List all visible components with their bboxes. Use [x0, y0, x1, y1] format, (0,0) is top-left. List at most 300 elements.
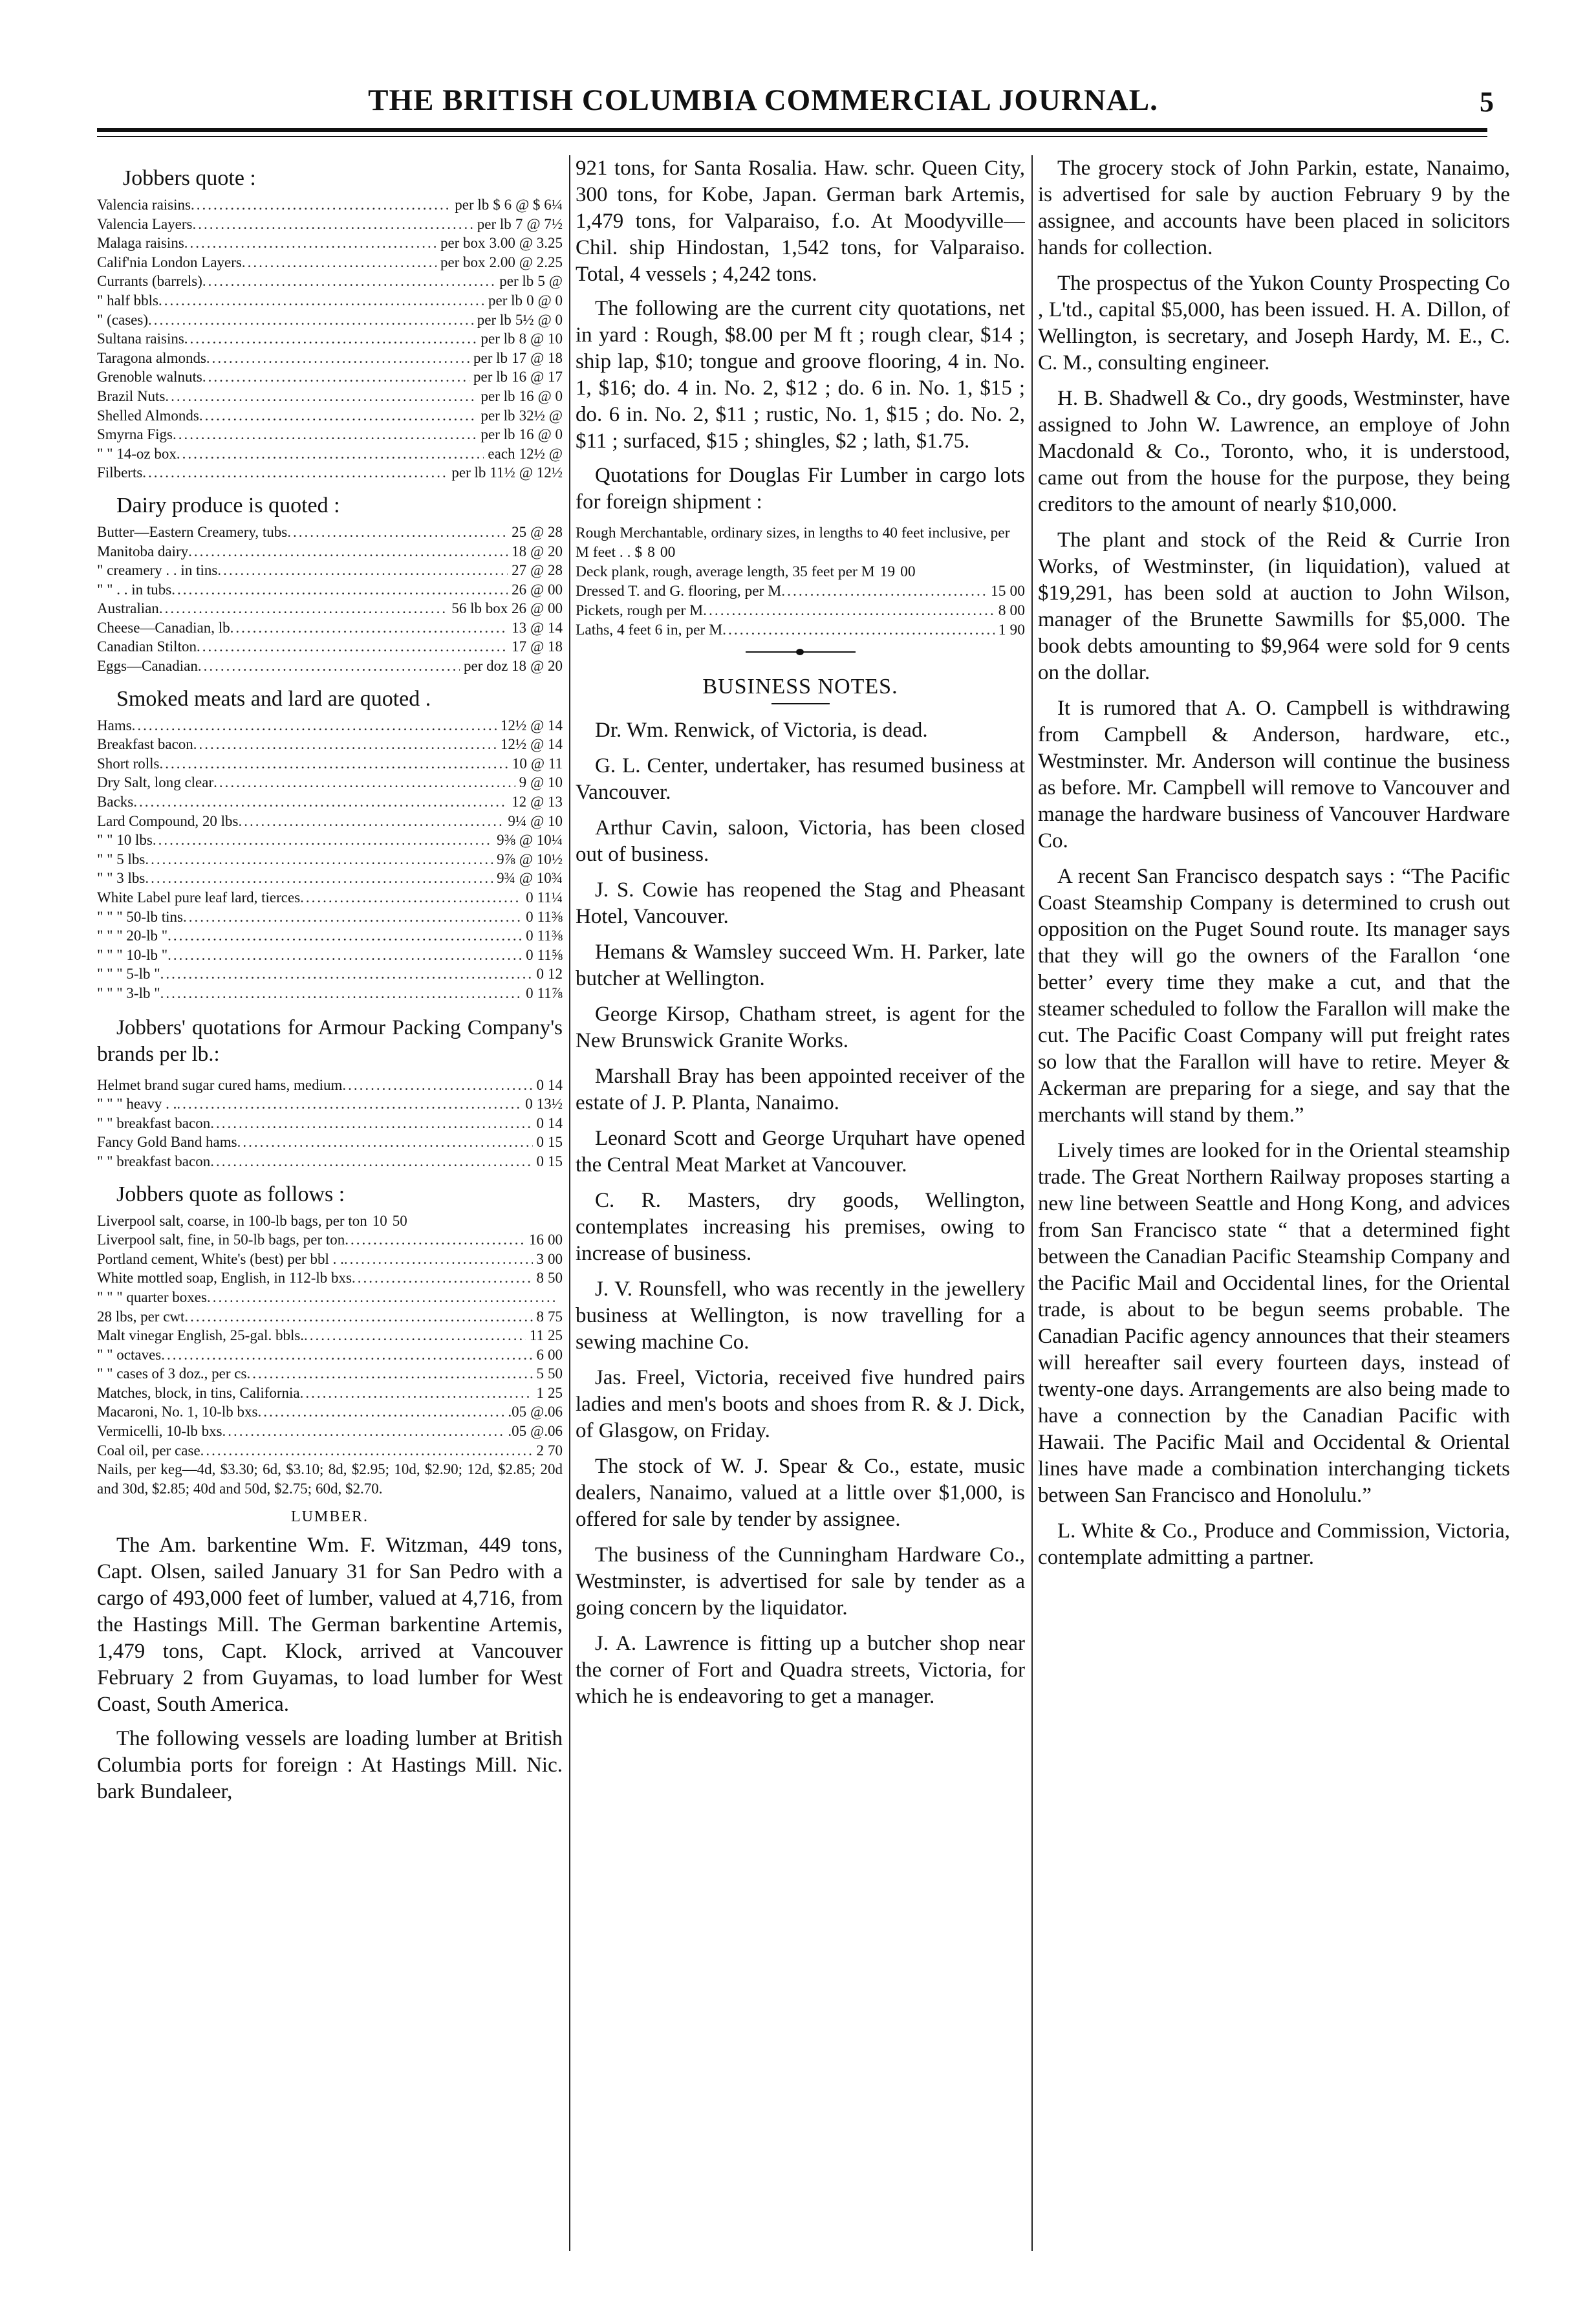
item-label: " (cases) [97, 311, 148, 328]
price-low: 6 [536, 1346, 544, 1363]
price-row [97, 907, 563, 927]
item-label: Brazil Nuts [97, 387, 166, 404]
leader-dots [722, 620, 995, 640]
leader-dots [148, 310, 473, 330]
price-row [97, 599, 563, 618]
business-note: The business of the Cunningham Hardware Co., Westminster, is advertised for sale by tender as a going concern by the liquidator. [576, 1543, 1025, 1620]
price-row [97, 1152, 563, 1171]
price-high: 13½ [536, 1096, 563, 1113]
price-low: 8 [998, 602, 1006, 619]
price-row [97, 1384, 563, 1403]
price-low: 12 [512, 794, 527, 810]
douglas-fir-table [576, 523, 1025, 640]
price-row [576, 523, 1025, 562]
leader-dots [188, 542, 508, 561]
price-high: 00 [1009, 583, 1025, 600]
price-row [97, 561, 563, 580]
price-low: 0 [536, 1076, 544, 1093]
price-row [97, 367, 563, 387]
item-label: Filberts [97, 464, 143, 481]
item-label: " " 10 lbs [97, 832, 153, 849]
price-row [97, 1402, 563, 1422]
leader-dots [237, 1133, 533, 1152]
leader-dots [352, 1268, 533, 1288]
price-row [97, 233, 563, 253]
price-high: @ 13 [530, 794, 563, 810]
leader-dots [344, 1250, 533, 1269]
price-row [97, 1288, 563, 1307]
price-low: 0 [526, 928, 534, 944]
item-unit: per box [440, 254, 486, 270]
price-high: @ 20 [530, 543, 563, 559]
price-high: 00 [548, 1346, 563, 1363]
price-low: 26 [512, 581, 527, 598]
leader-dots [703, 601, 995, 620]
item-label: Eggs—Canadian [97, 658, 198, 675]
price-low: 56 lb box 26 [451, 600, 527, 617]
leader-dots [145, 869, 493, 888]
price-row [97, 792, 563, 812]
price-high: @ 20 [530, 658, 563, 675]
price-low: 15 [991, 583, 1006, 600]
dairy-table [97, 523, 563, 676]
price-low: 8 [536, 1308, 544, 1325]
leader-dots [210, 1152, 532, 1171]
left-column [97, 155, 563, 2251]
price-high: 12 [548, 966, 563, 983]
business-note: Jas. Freel, Victoria, received five hundred pairs ladies and men's boots and shoes from R. & J. Dick, of Glasgow, on Friday. [576, 1366, 1025, 1442]
price-row [97, 812, 563, 831]
header-rule-thick [97, 128, 1487, 132]
price-low: 8 [647, 544, 655, 561]
column-divider-2 [1031, 155, 1033, 2251]
price-high: 25 [548, 1327, 563, 1344]
price-high: @ $ 6¼ [515, 197, 563, 213]
business-note: J. A. Lawrence is fitting up a butcher shop near the corner of Fort and Quadra streets, Victoria, for which he is endeavoring to get a manager. [576, 1632, 1025, 1708]
price-high: @ 10¼ [519, 832, 563, 849]
item-label: " " 14-oz box [97, 445, 177, 462]
leader-dots [159, 599, 448, 618]
dried-fruits-table [97, 195, 563, 483]
item-label: Taragona almonds [97, 349, 206, 366]
price-low: 5½ [515, 311, 534, 328]
leader-dots [132, 716, 497, 735]
price-high: @ [548, 445, 563, 462]
price-high: @ 12½ [519, 464, 563, 481]
price-row [97, 523, 563, 542]
price-low: 3.00 [489, 235, 515, 252]
header-rule-thin [97, 136, 1487, 137]
lumber-quotations-text [576, 155, 1025, 516]
leader-dots [287, 523, 508, 542]
price-low: 11½ [490, 464, 515, 481]
price-row [97, 444, 563, 464]
column-divider-1 [569, 155, 570, 2251]
price-low: 2 [536, 1442, 544, 1459]
item-label: Pickets, rough per M [576, 602, 704, 619]
price-low: 10 [512, 755, 527, 772]
price-low: .05 [508, 1404, 527, 1420]
leader-dots [217, 561, 508, 580]
business-note: G. L. Center, undertaker, has resumed business at Vancouver. [576, 754, 1025, 804]
leader-dots [177, 444, 484, 464]
middle-column [576, 155, 1025, 2251]
lumber-paragraph: Quotations for Douglas Fir Lumber in cargo lots for foreign shipment : [576, 464, 1025, 514]
price-row [97, 773, 563, 792]
nails-prices: Nails, per keg—4d, $3.30; 6d, $3.10; 8d, $2.95; 10d, $2.90; 12d, $2.85; 20d and 30d, $2.85; 40d and 50d, $2.75; 60d, $2.70. [97, 1461, 563, 1497]
price-row [97, 716, 563, 735]
price-high: 15 [548, 1153, 563, 1169]
item-label: Laths, 4 feet 6 in, per M [576, 622, 723, 638]
price-high: @ 18 [530, 638, 563, 655]
price-high: 11¼ [537, 889, 563, 906]
business-note: Lively times are looked for in the Oriental steamship trade. The Great Northern Railway proposes starting a new line between Seattle and Hong Kong, and advices from San Francisco state “ that a determined fight between the Canadian Pacific Steamship Company and the Pacific Mail and Occidental lines, for the Oriental trade, is about to be begun seems probable. The Canadian Pacific agency announces that their steamers will hereafter sail every fourteen days, instead of twenty-one days. Arrangements are also being made to have a connection by the Canadian Pacific with Hawaii. The Pacific Mail and Occidental & Oriental lines have made a combination interchanging tickets between San Francisco and Honolulu.” [1038, 1139, 1510, 1507]
price-high: 11⅜ [537, 928, 563, 944]
leader-dots [167, 946, 522, 965]
price-row [97, 946, 563, 965]
item-unit: per lb [473, 369, 508, 386]
price-high: @.06 [530, 1423, 563, 1440]
price-row [97, 657, 563, 676]
price-high: @ 14 [530, 717, 563, 733]
price-row [97, 253, 563, 272]
item-label: " half bbls [97, 292, 158, 309]
item-label: Malaga raisins [97, 235, 184, 252]
item-label: Canadian Stilton [97, 638, 197, 655]
price-low: 0 [526, 946, 534, 963]
leader-dots [142, 463, 448, 483]
leader-dots [200, 1441, 533, 1461]
dairy-heading: Dairy produce is quoted : [116, 493, 340, 517]
price-high: @ 14 [530, 736, 563, 753]
item-label: " " . . in tubs [97, 581, 172, 598]
price-high: @ 28 [530, 523, 563, 540]
price-high: @ 7½ [526, 215, 563, 232]
jobbers-follows-heading: Jobbers quote as follows : [116, 1182, 345, 1206]
leader-dots [207, 1288, 555, 1307]
leader-dots [191, 195, 451, 215]
lumber-paragraph: The following vessels are loading lumber at British Columbia ports for foreign : At Hastings Mill. Nic. bark Bundaleer, [97, 1727, 563, 1804]
leader-dots [304, 1326, 526, 1345]
lumber-paragraphs [97, 1532, 563, 1805]
price-row [576, 601, 1025, 620]
business-note: The grocery stock of John Parkin, estate, Nanaimo, is advertised for sale by auction February 9 by the assignee, and accounts have been placed in solicitors hands for collection. [1038, 157, 1510, 259]
price-row [576, 620, 1025, 640]
journal-title: THE BRITISH COLUMBIA COMMERCIAL JOURNAL. [368, 83, 1158, 117]
item-label: Shelled Almonds [97, 407, 199, 424]
item-unit: per lb [451, 464, 486, 481]
item-label: Liverpool salt, fine, in 50-lb bags, per ton [97, 1232, 345, 1248]
price-low: 1 [998, 622, 1006, 638]
business-note: It is rumored that A. O. Campbell is withdrawing from Campbell & Anderson, hardware, etc., Westminster. Mr. Anderson will continue the business as before. Mr. Campbell will remove to Vancouver and manage the hardware business of Vancouver Hardware Co. [1038, 697, 1510, 852]
price-high: 50 [392, 1212, 407, 1229]
price-high: 00 [548, 1250, 563, 1267]
leader-dots [184, 1307, 532, 1327]
item-label: 28 lbs, per cwt [97, 1308, 185, 1325]
item-label: Malt vinegar English, 25-gal. bbls. [97, 1327, 305, 1344]
price-low: $ 6 [493, 197, 512, 213]
item-unit: per lb [480, 426, 515, 443]
business-note: The plant and stock of the Reid & Currie Iron Works, of Westminster, (in liquidation), valued at $19,291, has been sold at auction to John Wilson, manager of the Brunette Sawmills for $5,000. The book debts amounting to $9,964 were sold for 9 cents on the dollar. [1038, 528, 1510, 684]
price-high: @ 17 [530, 369, 563, 386]
item-label: " " 5 lbs [97, 851, 146, 867]
price-row [97, 1307, 563, 1327]
price-low: 0 [526, 889, 534, 906]
business-note: The stock of W. J. Spear & Co., estate, music dealers, Nanaimo, valued at a little over $1,000, is offered for sale by tender by assignee. [576, 1455, 1025, 1531]
price-low: 13 [512, 619, 527, 636]
price-high: 25 [548, 1384, 563, 1401]
price-high: @ 10 [530, 331, 563, 347]
leader-dots [183, 907, 522, 927]
leader-dots [246, 1364, 532, 1384]
item-label: White Label pure leaf lard, tierces [97, 889, 301, 906]
item-label: Portland cement, White's (best) per bbl . . [97, 1250, 344, 1267]
item-label: Sultana raisins [97, 331, 184, 347]
item-label: Australian [97, 600, 159, 617]
price-low: 9¼ [508, 812, 527, 829]
price-row [97, 1230, 563, 1250]
price-low: 9¾ [497, 870, 515, 887]
price-high: 14 [548, 1114, 563, 1131]
item-label: White mottled soap, English, in 112-lb bxs [97, 1270, 352, 1287]
item-label: Grenoble walnuts [97, 369, 202, 386]
item-label: Currants (barrels) [97, 273, 202, 290]
price-low: 0 [536, 1134, 544, 1151]
price-row [97, 1094, 563, 1114]
smoked-meats-heading: Smoked meats and lard are quoted . [116, 686, 431, 711]
price-row [97, 542, 563, 561]
leader-dots [300, 888, 522, 907]
price-high: @ 2.25 [519, 254, 563, 270]
price-high: 50 [548, 1270, 563, 1287]
price-low: 0 [536, 966, 544, 983]
item-unit: per lb [488, 292, 523, 309]
price-high: @ 28 [530, 562, 563, 579]
price-high: @ 0 [537, 387, 563, 404]
item-unit: per box [440, 235, 486, 252]
leader-dots [210, 1114, 532, 1133]
price-row [97, 984, 563, 1003]
item-label: " " " 3-lb " [97, 984, 160, 1001]
item-label: Coal oil, per case [97, 1442, 200, 1459]
price-row [97, 387, 563, 406]
price-low: 2.00 [489, 254, 515, 270]
business-note: L. White & Co., Produce and Commission, Victoria, contemplate admitting a partner. [1038, 1519, 1510, 1569]
business-note: A recent San Francisco despatch says : “The Pacific Coast Steamship Company is determined to crush out opposition on the Puget Sound route. Its manager says that they will go the owners of the Farallon ‘one better’ every time they make a cut, and that the steamer scheduled to follow the Farallon will make the cut. The Pacific Coast Company will put freight rates so low that the Farallon will have to retire. Meyer & Ackerman are preparing for a siege, and say that the merchants will stand by them.” [1038, 865, 1510, 1127]
item-label: " " " 20-lb " [97, 928, 168, 944]
page-number: 5 [1480, 86, 1494, 118]
leader-dots [165, 387, 477, 406]
price-low: 8 [536, 1270, 544, 1287]
item-unit: per lb [477, 215, 512, 232]
price-high: @ 00 [530, 600, 563, 617]
price-low: 0 [526, 292, 534, 309]
item-unit: per lb [480, 387, 515, 404]
armour-table [97, 1076, 563, 1171]
price-row [97, 580, 563, 600]
price-row [576, 581, 1025, 601]
price-row [97, 964, 563, 984]
price-high: @ 10 [530, 812, 563, 829]
item-label: Macaroni, No. 1, 10-lb bxs [97, 1404, 258, 1420]
leader-dots [167, 926, 522, 946]
leader-dots [159, 754, 508, 774]
item-label: Hams [97, 717, 132, 733]
item-label: " " " 5-lb " [97, 966, 160, 983]
item-unit: per lb [480, 407, 515, 424]
section-separator [746, 651, 856, 653]
price-row [97, 888, 563, 907]
item-label: Valencia raisins [97, 197, 191, 213]
price-high: @.06 [530, 1404, 563, 1420]
leader-dots [199, 406, 477, 426]
item-label: " " " 10-lb " [97, 946, 168, 963]
price-low: per doz 18 [463, 658, 527, 675]
price-row [97, 195, 563, 215]
item-label: Deck plank, rough, average length, 35 feet per M [576, 563, 875, 580]
item-label: " " cases of 3 doz., per cs [97, 1365, 247, 1382]
price-low: 9⅞ [497, 851, 515, 867]
price-high: 11⅜ [537, 908, 563, 925]
leader-dots [197, 637, 508, 657]
price-high: 00 [660, 544, 676, 561]
price-high: @ [548, 407, 563, 424]
business-note: Dr. Wm. Renwick, of Victoria, is dead. [595, 719, 928, 742]
leader-dots [345, 1230, 525, 1250]
price-high: 00 [900, 563, 916, 580]
leader-dots [206, 349, 469, 368]
price-row [97, 869, 563, 888]
leader-dots [242, 253, 437, 272]
price-low: 0 [525, 1096, 533, 1113]
item-label: Dry Salt, long clear [97, 774, 214, 791]
leader-dots [133, 792, 508, 812]
item-label: Dressed T. and G. flooring, per M [576, 583, 782, 600]
item-unit: per lb [480, 331, 515, 347]
price-low: 17 [512, 349, 527, 366]
price-row [97, 1268, 563, 1288]
item-label: " " " 50-lb tins [97, 908, 183, 925]
leader-dots [781, 581, 987, 601]
item-label: " " 3 lbs [97, 870, 146, 887]
item-label: Breakfast bacon [97, 736, 193, 753]
item-label: Matches, block, in tins, California [97, 1384, 300, 1401]
price-high: 14 [548, 1076, 563, 1093]
leader-dots [160, 964, 533, 984]
price-row [97, 291, 563, 310]
leader-dots [239, 812, 504, 831]
price-high: @ 00 [530, 581, 563, 598]
price-row [97, 349, 563, 368]
heading-underline [771, 703, 830, 704]
price-low: 9 [519, 774, 527, 791]
price-low: 27 [512, 562, 527, 579]
business-note: Leonard Scott and George Urquhart have opened the Central Meat Market at Vancouver. [576, 1127, 1025, 1177]
price-row [97, 831, 563, 850]
item-label: Butter—Eastern Creamery, tubs [97, 523, 288, 540]
item-label: Cheese—Canadian, lb [97, 619, 230, 636]
price-high: @ [548, 273, 563, 290]
price-low: 25 [512, 523, 527, 540]
price-high: @ 0 [537, 426, 563, 443]
business-note: J. S. Cowie has reopened the Stag and Pheasant Hotel, Vancouver. [576, 878, 1025, 928]
leader-dots [222, 1422, 504, 1441]
price-row [576, 562, 1025, 581]
item-label: " " " quarter boxes [97, 1288, 207, 1305]
price-row [97, 1422, 563, 1441]
price-low: 7 [515, 215, 523, 232]
price-low: 0 [526, 908, 534, 925]
business-note: The prospectus of the Yukon County Prospecting Co , L'td., capital $5,000, has been issued. H. A. Dillon, of Wellington, is secretary, and Joseph Hardy, M. E., C. C. M., consulting engineer. [1038, 272, 1510, 375]
price-row [97, 1345, 563, 1365]
item-unit: per lb [499, 273, 534, 290]
price-high: @ 14 [530, 619, 563, 636]
lumber-paragraph: The Am. barkentine Wm. F. Witzman, 449 tons, Capt. Olsen, sailed January 31 for San Pedro with a cargo of 493,000 feet of lumber, valued at 4,716, from the Hastings Mill. The German barkentine Artemis, 1,479 tons, Capt. Klock, arrived at Vancouver February 2 from Guyamas, to load lumber for West Coast, South America. [97, 1534, 563, 1717]
business-notes-heading: BUSINESS NOTES. [702, 675, 898, 699]
item-label: Backs [97, 794, 134, 810]
price-high: 75 [548, 1308, 563, 1325]
leader-dots [184, 329, 477, 349]
business-note: Arthur Cavin, saloon, Victoria, has been closed out of business. [576, 816, 1025, 866]
price-low: 3 [536, 1250, 544, 1267]
item-unit: per lb [477, 311, 512, 328]
leader-dots [171, 580, 508, 600]
leader-dots [153, 831, 493, 850]
item-label: Rough Merchantable, ordinary sizes, in lengths to 40 feet inclusive, per M feet . . $ [576, 525, 1010, 561]
price-row [97, 463, 563, 483]
price-low: 17 [512, 638, 527, 655]
armour-heading: Jobbers' quotations for Armour Packing Company's brands per lb.: [97, 1015, 563, 1066]
price-low: 12½ [519, 445, 545, 462]
business-note: George Kirsop, Chatham street, is agent for the New Brunswick Granite Works. [576, 1003, 1025, 1052]
price-row [97, 1441, 563, 1461]
price-low: 16 [529, 1232, 544, 1248]
price-row [97, 310, 563, 330]
item-label: " " breakfast bacon [97, 1153, 211, 1169]
price-high: @ 3.25 [519, 235, 563, 252]
price-high: 70 [548, 1442, 563, 1459]
price-low: 9⅜ [497, 832, 515, 849]
price-high: 50 [548, 1365, 563, 1382]
price-low: 10 [372, 1212, 387, 1229]
item-label: Calif'nia London Layers [97, 254, 242, 270]
price-row [97, 1133, 563, 1152]
price-low: 0 [526, 984, 534, 1001]
item-label: Manitoba dairy [97, 543, 189, 559]
lumber-paragraph: The following are the current city quotations, net in yard : Rough, $8.00 per M ft ; rough clear, $14 ; ship lap, $10; tongue and groove flooring, 4 in. No. 1, $16; do. 4 in. No. 2, $12 ; do. 6 in. No. 1, $15 ; do. 6 in. No. 2, $11 ; rustic, No. 1, $15 ; do. No. 2, $11 ; surfaced, $15 ; shingles, $2 ; lath, $1.75. [576, 297, 1025, 453]
price-high: @ 10¾ [519, 870, 563, 887]
leader-dots [145, 850, 493, 869]
leader-dots [161, 1345, 532, 1365]
price-high: 00 [548, 1232, 563, 1248]
leader-dots [193, 735, 497, 754]
price-row [97, 926, 563, 946]
business-note: J. V. Rounsfell, who was recently in the jewellery business at Wellington, is now travelling for a sewing machine Co. [576, 1277, 1025, 1354]
lumber-heading: LUMBER. [290, 1508, 369, 1526]
price-row [97, 1114, 563, 1133]
price-high: @ 0 [537, 311, 563, 328]
price-row [97, 1326, 563, 1345]
price-low: 19 [879, 563, 896, 580]
price-high: 11⅞ [537, 984, 563, 1001]
price-low: 18 [512, 543, 527, 559]
price-high: @ 0 [537, 292, 563, 309]
price-low: 11 [529, 1327, 544, 1344]
price-row [97, 1211, 563, 1231]
leader-dots [300, 1384, 533, 1403]
item-label: Valencia Layers [97, 215, 193, 232]
leader-dots [258, 1402, 504, 1422]
